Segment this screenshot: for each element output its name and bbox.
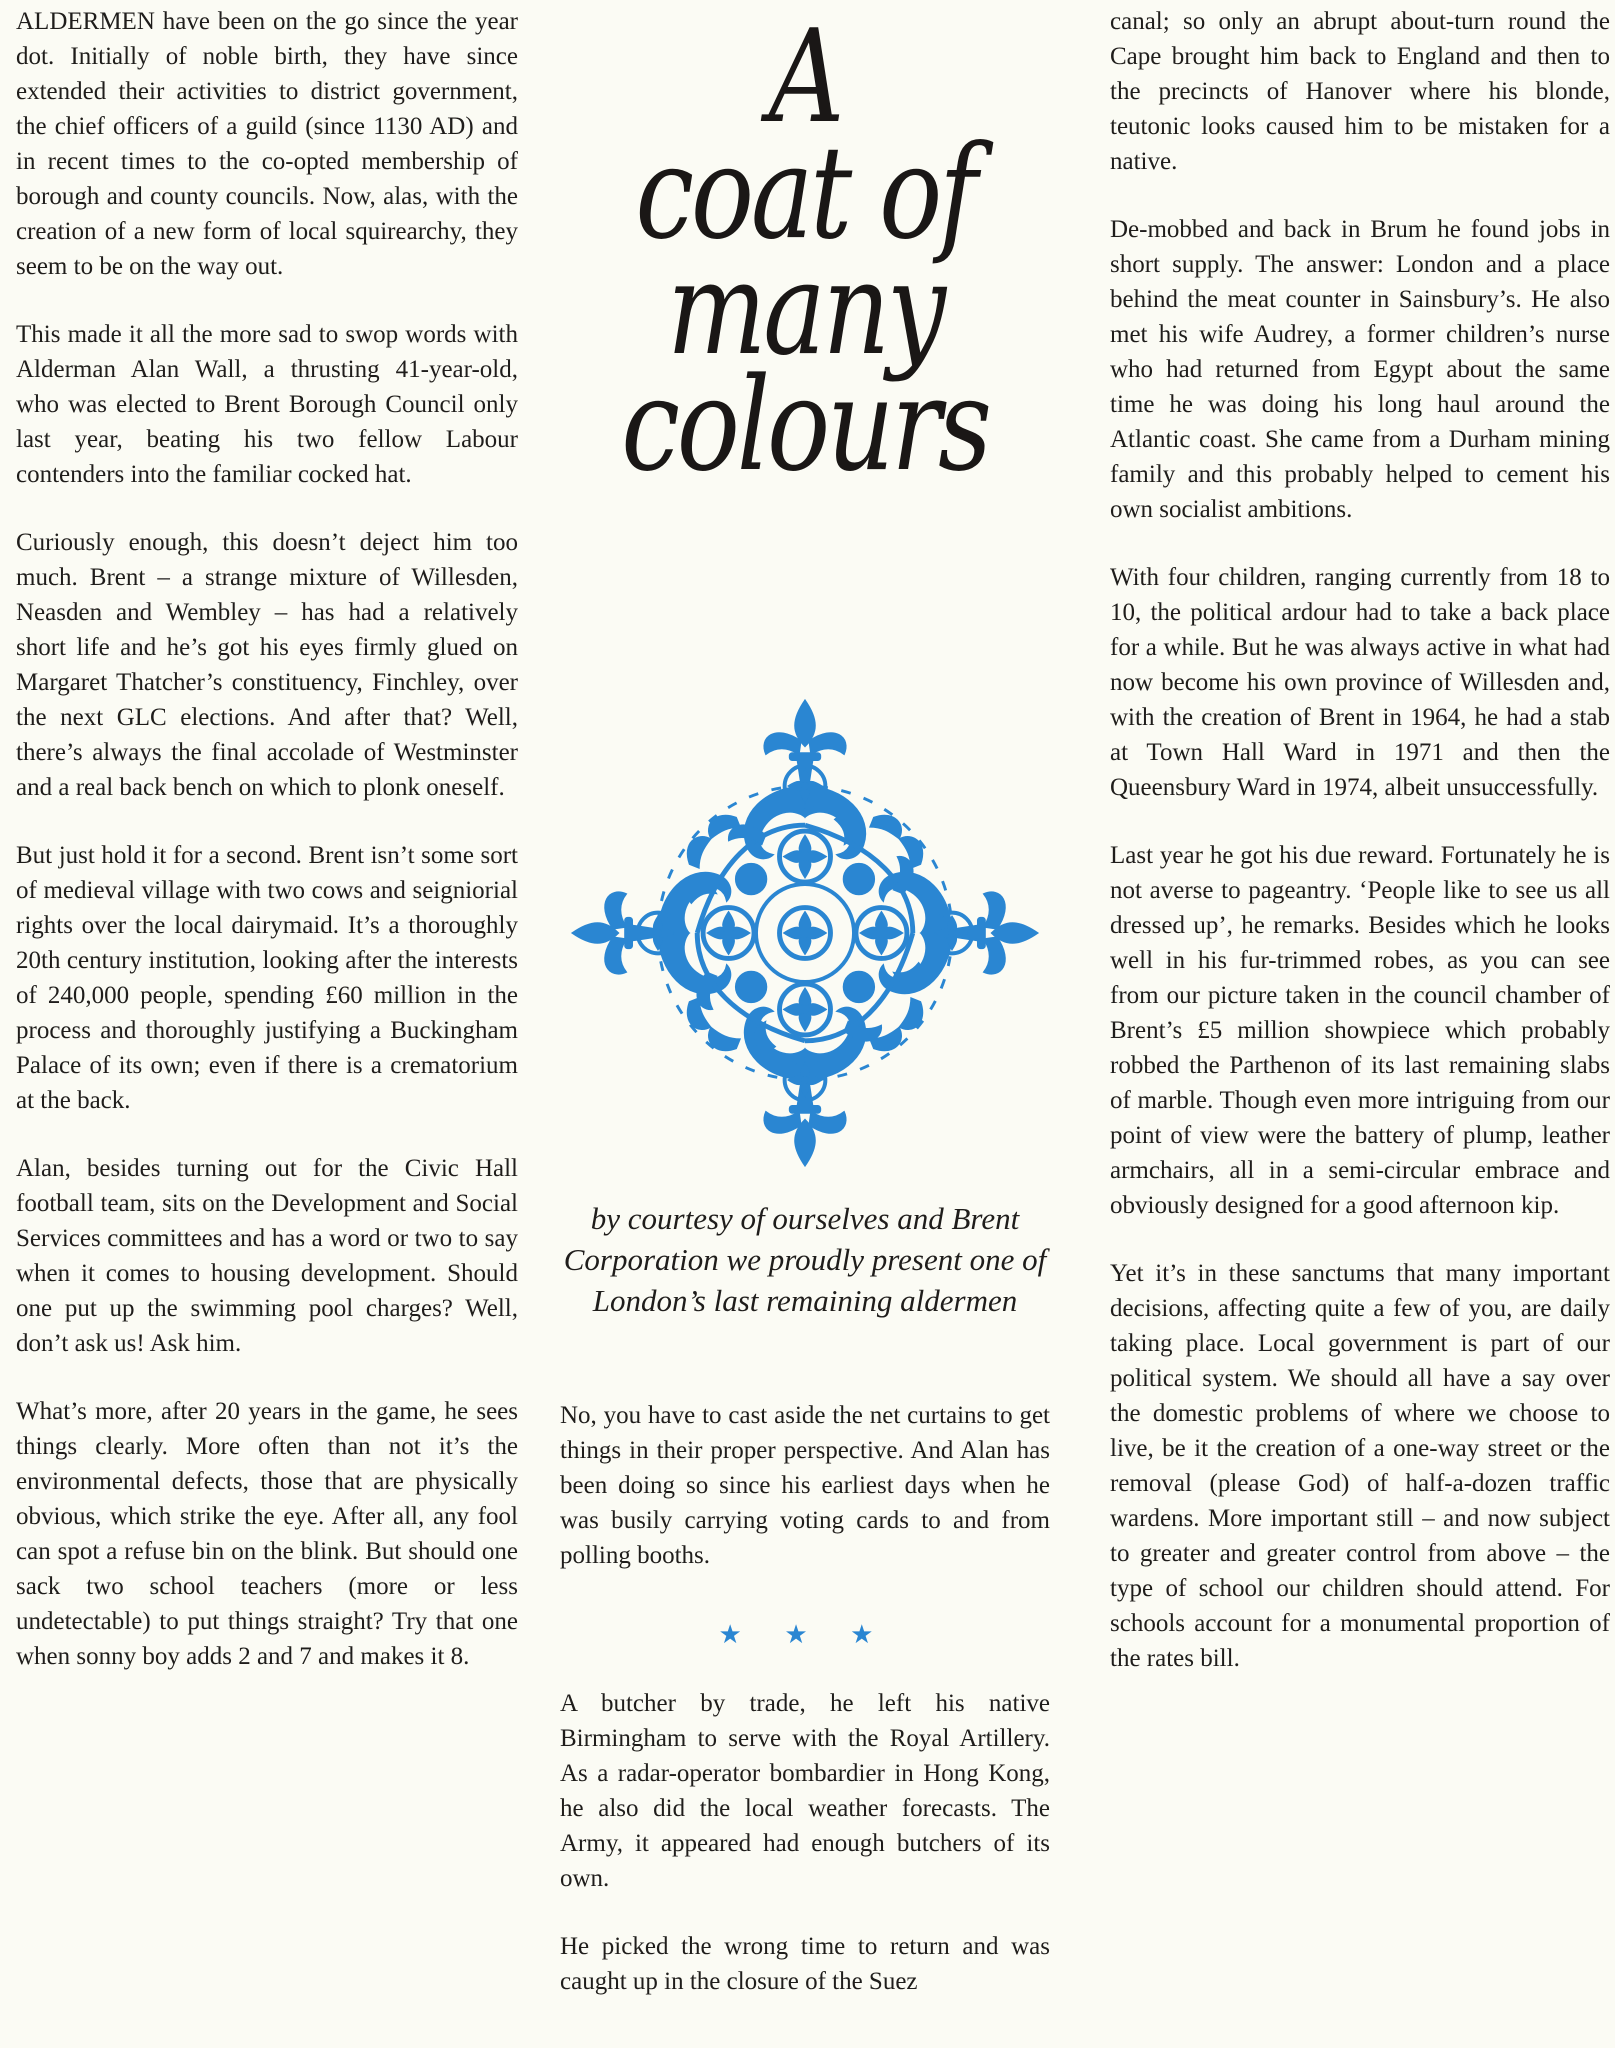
- article-paragraph: This made it all the more sad to swop words with Alderman Alan Wall, a thrusting 41-year-old, who was elected to Brent Borough Council only last year, beating his two fellow Labour contenders into the familiar cocked hat.: [16, 321, 518, 488]
- article-paragraph: Yet it’s in these sanctums that many important decisions, affecting quite a few of you, are daily taking place. Local government is part of our political system. We should all have a say over the domestic problems of where we choose to live, be it the creation of a one-way street or the removal (please God) of half-a-dozen traffic wardens. More important still – and now subject to greater and greater control from above – the type of school our children should attend. For schools account for a monumental proportion of the rates bill.: [1110, 1260, 1610, 1672]
- section-separator: ★ ★ ★: [718, 1620, 892, 1649]
- floral-medallion-icon: [560, 688, 1050, 1178]
- article-headline: [604, 3, 1006, 500]
- article-paragraph: But just hold it for a second. Brent isn’t some sort of medieval village with two cows and seigniorial rights over the local dairymaid. It’s a thoroughly 20th century institution, looking after the interests of 240,000 people, spending £60 million in the process and thoroughly justifying a Buckingham Palace of its own; even if there is a crematorium at the back.: [16, 842, 518, 1114]
- article-paragraph: canal; so only an abrupt about-turn round the Cape brought him back to England and then to the precincts of Hanover where his blonde, teutonic looks caused him to be mistaken for a native.: [1110, 8, 1610, 175]
- headline-line: A: [768, 3, 842, 152]
- right-column: [1110, 0, 1610, 1709]
- article-paragraph: No, you have to cast aside the net curtains to get things in their proper perspective. And Alan has been doing so since his earliest days when he was busily carrying voting cards to and from polling booths.: [560, 1402, 1050, 1569]
- article-paragraph: De-mobbed and back in Brum he found jobs in short supply. The answer: London and a place behind the meat counter in Sainsbury’s. He also met his wife Audrey, a former children’s nurse who had returned from Egypt about the same time he was doing his long haul around the Atlantic coast. She came from a Durham mining family and this probably helped to cement his own socialist ambitions.: [1110, 216, 1610, 523]
- article-paragraph: What’s more, after 20 years in the game, he sees things clearly. More often than not it’s the environmental defects, those that are physically obvious, which strike the eye. After all, any fool can spot a refuse bin on the blink. But should one sack two school teachers (more or less undetectable) to put things straight? Try that one when sonny boy adds 2 and 7 and makes it 8.: [16, 1398, 518, 1670]
- middle-column-bottom: [560, 1686, 1050, 2032]
- article-paragraph: Last year he got his due reward. Fortunately he is not averse to pageantry. ‘People like to see us all dressed up’, he remarks. Besides which he looks well in his fur-trimmed robes, as you can see from our picture taken in the council chamber of Brent’s £5 million showpiece which probably robbed the Parthenon of its last remaining slabs of marble. Though even more intriguing from our point of view were the battery of plump, leather armchairs, all in a semi-circular embrace and obviously designed for a good afternoon kip.: [1110, 842, 1610, 1219]
- article-paragraph: ALDERMEN have been on the go since the year dot. Initially of noble birth, they have since extended their activities to district government, the chief officers of a guild (since 1130 AD) and in recent times to the co-opted membership of borough and county councils. Now, alas, with the creation of a new form of local squirearchy, they seem to be on the way out.: [16, 8, 518, 280]
- article-standfirst: by courtesy of ourselves and Brent Corporation we proudly present one of London’s last remaining aldermen: [563, 1201, 1047, 1318]
- article-paragraph: With four children, ranging currently from 18 to 10, the political ardour had to take a back place for a while. But he was always active in what had now become his own province of Willesden and, with the creation of Brent in 1964, he had a stab at Town Hall Ward in 1971 and then the Queensbury Ward in 1974, albeit unsuccessfully.: [1110, 564, 1610, 801]
- article-paragraph: Alan, besides turning out for the Civic Hall football team, sits on the Development and Social Services committees and has a word or two to say when it comes to housing development. Should one put up the swimming pool charges? Well, don’t ask us! Ask him.: [16, 1155, 518, 1357]
- article-paragraph: Curiously enough, this doesn’t deject him too much. Brent – a strange mixture of Willesden, Neasden and Wembley – has had a relatively short life and he’s got his eyes firmly glued on Margaret Thatcher’s constituency, Finchley, over the next GLC elections. And after that? Well, there’s always the final accolade of Westminster and a real back bench on which to plonk oneself.: [16, 529, 518, 801]
- headline-line: colours: [621, 351, 989, 500]
- headline-line: coat of: [635, 119, 975, 268]
- headline-line: many: [667, 235, 943, 384]
- middle-column-top: [560, 1398, 1050, 1606]
- article-paragraph: A butcher by trade, he left his native Birmingham to serve with the Royal Artillery. As a radar-operator bombardier in Hong Kong, he also did the local weather forecasts. The Army, it appeared had enough butchers of its own.: [560, 1690, 1050, 1892]
- article-paragraph: He picked the wrong time to return and was caught up in the closure of the Suez: [560, 1933, 1050, 1995]
- left-column: [16, 0, 518, 1707]
